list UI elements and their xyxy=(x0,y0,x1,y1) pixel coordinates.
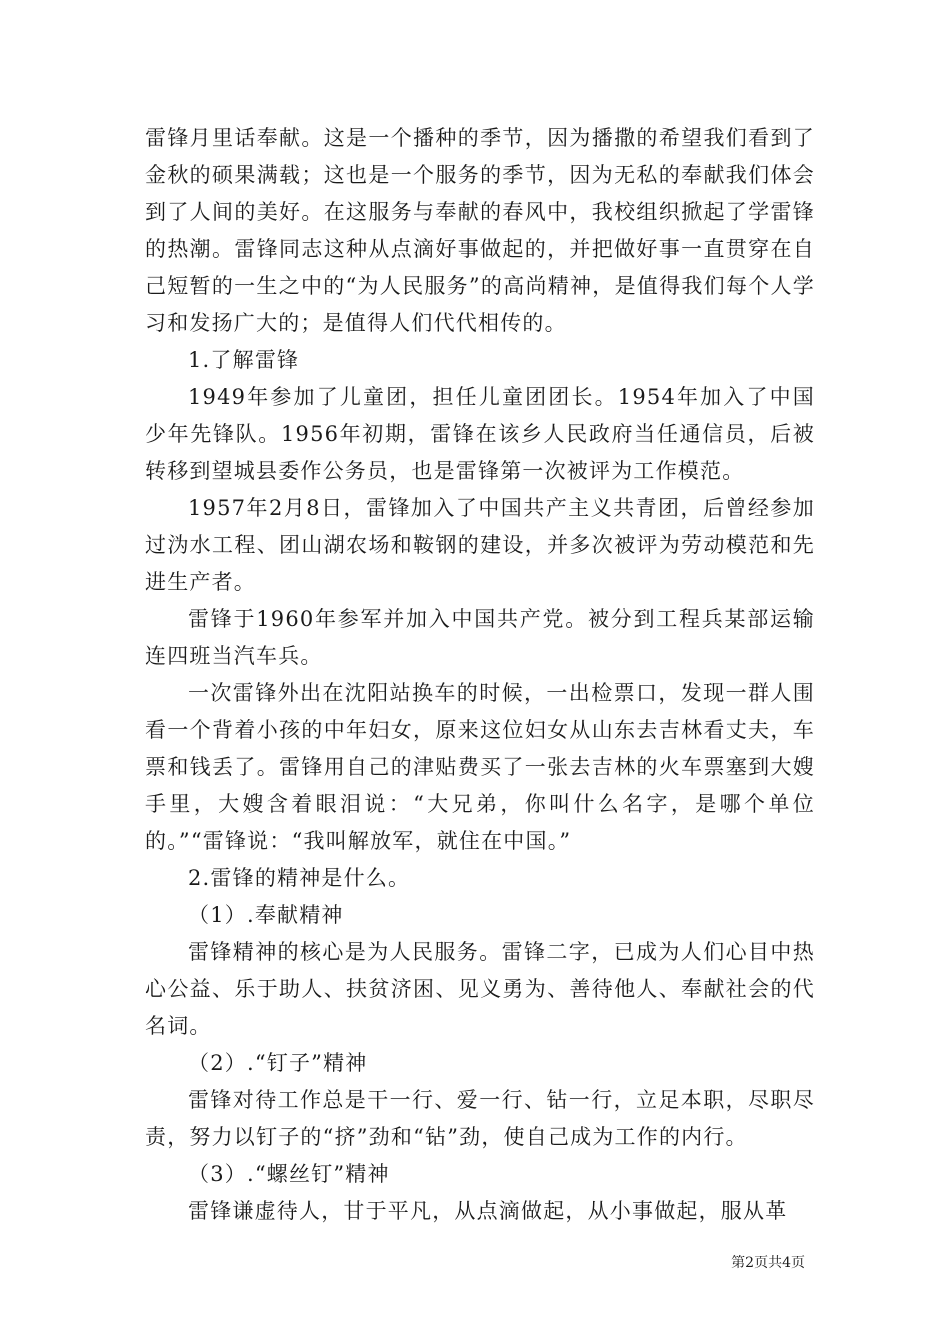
paragraph-shenyang-story: 一次雷锋外出在沈阳站换车的时候，一出检票口，发现一群人围看一个背着小孩的中年妇女，原来这位妇女从山东去吉林看丈夫，车票和钱丢了。雷锋用自己的津贴费买了一张去吉林的火车票塞到大嫂手里，大嫂含着眼泪说：“大兄弟，你叫什么名字，是哪个单位的。”“雷锋说：“我叫解放军，就住在中国。” xyxy=(145,681,815,853)
subheading-dedication: （1）.奉献精神 xyxy=(188,903,344,927)
paragraph-nail-spirit: 雷锋对待工作总是干一行、爱一行、钻一行，立足本职，尽职尽责，努力以钉子的“挤”劲和“钻”劲，使自己成为工作的内行。 xyxy=(145,1088,815,1149)
paragraph-intro: 雷锋月里话奉献。这是一个播种的季节，因为播撒的希望我们看到了金秋的硕果满载；这也是一个服务的季节，因为无私的奉献我们体会到了人间的美好。在这服务与奉献的春风中，我校组织掀起了学雷锋的热潮。雷锋同志这种从点滴好事做起的，并把做好事一直贯穿在自己短暂的一生之中的“为人民服务”的高尚精神，是值得我们每个人学习和发扬广大的；是值得人们代代相传的。 xyxy=(145,126,815,335)
paragraph-1949: 1949年参加了儿童团，担任儿童团团长。1954年加入了中国少年先锋队。1956年初期，雷锋在该乡人民政府当任通信员，后被转移到望城县委作公务员，也是雷锋第一次被评为工作模范。 xyxy=(145,385,815,483)
page-number: 第2页共4页 xyxy=(731,1255,805,1271)
paragraph-screw-spirit: 雷锋谦虚待人，甘于平凡，从点滴做起，从小事做起，服从革 xyxy=(188,1199,788,1223)
paragraph-1960: 雷锋于1960年参军并加入中国共产党。被分到工程兵某部运输连四班当汽车兵。 xyxy=(145,607,815,668)
heading-spirit: 2.雷锋的精神是什么。 xyxy=(188,866,411,890)
paragraph-dedication: 雷锋精神的核心是为人民服务。雷锋二字，已成为人们心目中热心公益、乐于助人、扶贫济困、见义勇为、善待他人、奉献社会的代名词。 xyxy=(145,940,815,1038)
document-body xyxy=(145,120,815,1230)
heading-know-lei-feng: 1.了解雷锋 xyxy=(188,348,300,372)
paragraph-1957: 1957年2月8日，雷锋加入了中国共产主义共青团，后曾经参加过沩水工程、团山湖农场和鞍钢的建设，并多次被评为劳动模范和先进生产者。 xyxy=(145,496,815,594)
subheading-screw-spirit: （3）.“螺丝钉”精神 xyxy=(188,1162,390,1186)
subheading-nail-spirit: （2）.“钉子”精神 xyxy=(188,1051,368,1075)
